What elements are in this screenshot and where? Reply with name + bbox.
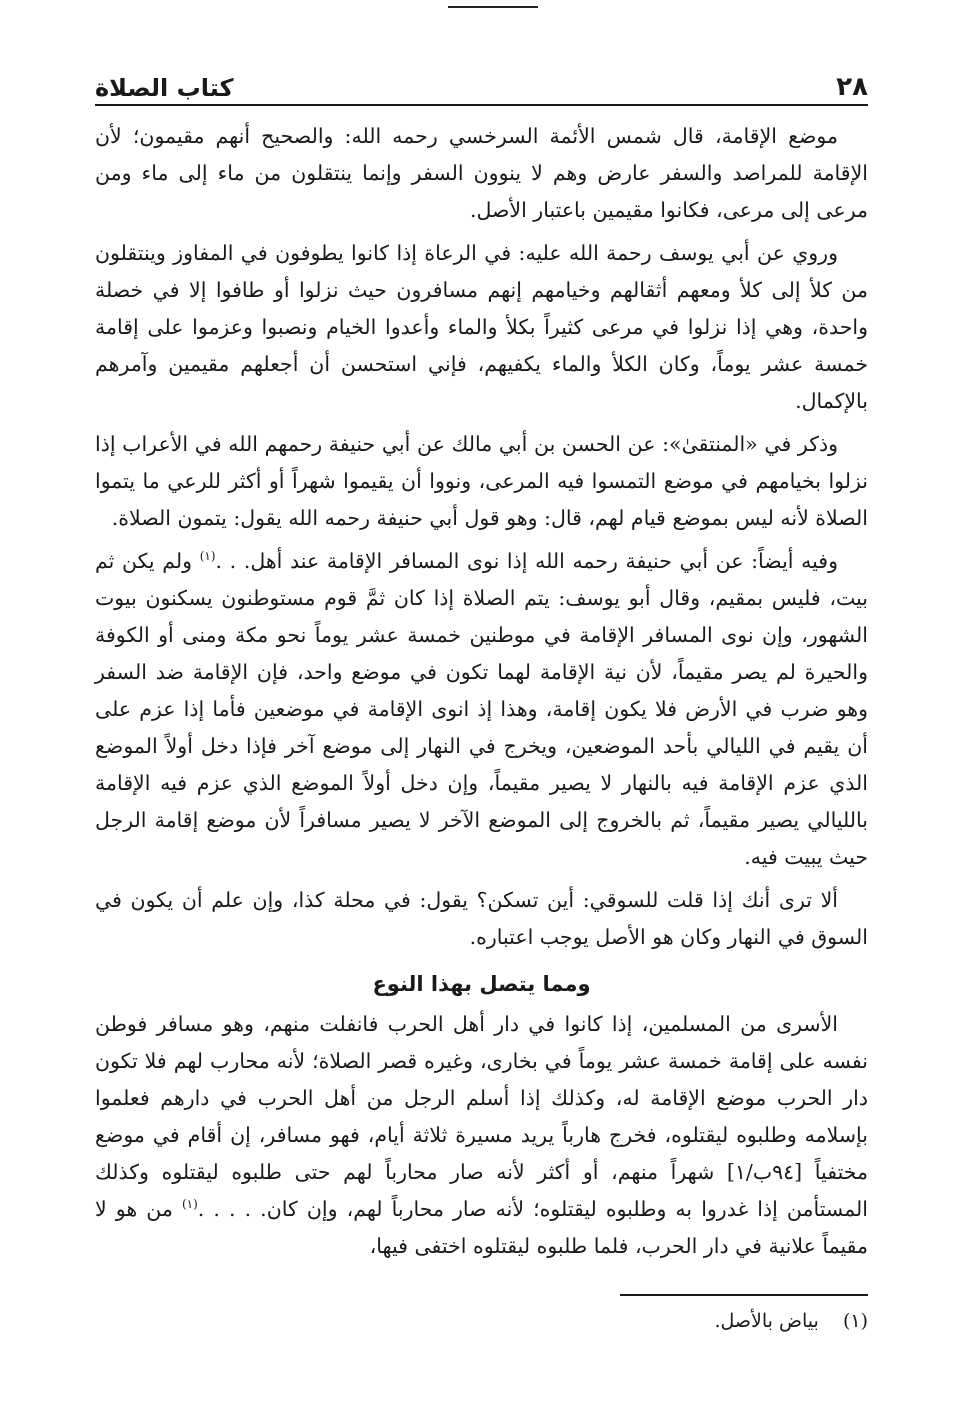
- main-text: [95, 118, 868, 1271]
- footnote-marker: (١): [199, 549, 216, 564]
- paragraph: [95, 543, 868, 876]
- top-edge-rule: [448, 6, 538, 8]
- paragraph-text: الأسرى من المسلمين، إذا كانوا في دار أهل الحرب فانفلت منهم، وهو مسافر فوطن نفسه على إقامة خمسة عشر يوماً في بخارى، وغيره قصر الصلاة؛ لأنه محارب لهم فلا تكون دار الحرب موضع الإقامة له، وكذلك إذا أسلم الرجل من أهل الحرب في دارهم فعلموا بإسلامه وطلبوه ليقتلوه، فخرج هارباً يريد مسيرة ثلاثة أيام، فهو مسافر، إن أقام في موضع مختفياً [٩٤ب/١] شهراً منهم، أو أكثر لأنه صار محارباً لهم حتى طلبوه ليقتلوه وكذلك المستأمن إذا غدروا به وطلبوه ليقتلوه؛ لأنه صار محارباً لهم، وإن كان. . . . .: [95, 1012, 869, 1221]
- paragraph-text: ولم يكن ثم بيت، فليس بمقيم، وقال أبو يوسف: يتم الصلاة إذا كان ثمَّ قوم مستوطنون يسكنون بيوت الشهور، وإن نوى المسافر الإقامة في موطنين خمسة عشر يوماً نحو مكة ومنى أو الكوفة والحيرة لم يصر مقيماً، لأن نية الإقامة لهما تكون في موضع واحد، فإن الإقامة ضد السفر وهو ضرب في الأرض فلا يكون إقامة، وهذا إذ انوى الإقامة في موضعين فأما إذا عزم على أن يقيم في الليالي بأحد الموضعين، ويخرج في النهار إلى موضع آخر فإذا دخل أولاً الموضع الذي عزم الإقامة فيه بالنهار لا يصير مقيماً، وإن دخل أولاً الموضع الذي عزم فيه الإقامة بالليالي يصير مقيماً، ثم بالخروج إلى الموضع الآخر لا يصير مسافراً لأن موضع إقامة الرجل حيث يبيت فيه.: [95, 549, 868, 869]
- section-heading: ومما يتصل بهذا النوع: [372, 972, 591, 996]
- footnote-separator: [620, 1294, 868, 1296]
- footnote-marker: (١): [181, 1197, 198, 1212]
- paragraph: وروي عن أبي يوسف رحمة الله عليه: في الرعاة إذا كانوا يطوفون في المفاوز وينتقلون من كلأ إلى كلأ ومعهم أثقالهم وخيامهم إنهم مسافرون حيث نزلوا أو طافوا إلا في خصلة واحدة، وهي إذا نزلوا في مرعى كثيراً بكلأ والماء وأعدوا الخيام ونصبوا وعزموا على إقامة خمسة عشر يوماً، وكان الكلأ والماء يكفيهم، فإني استحسن أن أجعلهم مقيمين وآمرهم بالإكمال.: [95, 241, 868, 413]
- paragraph: موضع الإقامة، قال شمس الأئمة السرخسي رحمه الله: والصحيح أنهم مقيمون؛ لأن الإقامة للمراصد والسفر عارض وهم لا ينوون السفر وإنما ينتقلون من ماء إلى ماء ومن مرعى إلى مرعى، فكانوا مقيمين باعتبار الأصل.: [95, 124, 868, 222]
- running-header: [95, 58, 868, 106]
- paragraph: [95, 1006, 868, 1265]
- paragraph-text: من هو لا مقيماً علانية في دار الحرب، فلما طلبوه ليقتلوه اختفى فيها،: [95, 1197, 868, 1258]
- paragraph: وذكر في «المنتقىٰ»: عن الحسن بن أبي مالك عن أبي حنيفة رحمهم الله في الأعراب إذا نزلوا بخيامهم في موضع التمسوا فيه المرعى، ونووا أن يقيموا شهراً أو أكثر للرعي ما يتموا الصلاة لأنه ليس بموضع قيام لهم، قال: وهو قول أبي حنيفة رحمه الله يقول: يتمون الصلاة.: [95, 432, 868, 530]
- footnote-number: (١): [842, 1310, 868, 1332]
- paragraph-text: وفيه أيضاً: عن أبي حنيفة رحمه الله إذا نوى المسافر الإقامة عند أهل. . .: [215, 549, 838, 573]
- footnote: [714, 1308, 868, 1334]
- paragraph: ألا ترى أنك إذا قلت للسوقي: أين تسكن؟ يقول: في محلة كذا، وإن علم أن يكون في السوق في النهار وكان هو الأصل يوجب اعتباره.: [95, 888, 868, 949]
- footnote-text: بياض بالأصل.: [714, 1310, 819, 1332]
- page-number: ٢٨: [836, 72, 868, 102]
- book-title: كتاب الصلاة: [95, 74, 234, 102]
